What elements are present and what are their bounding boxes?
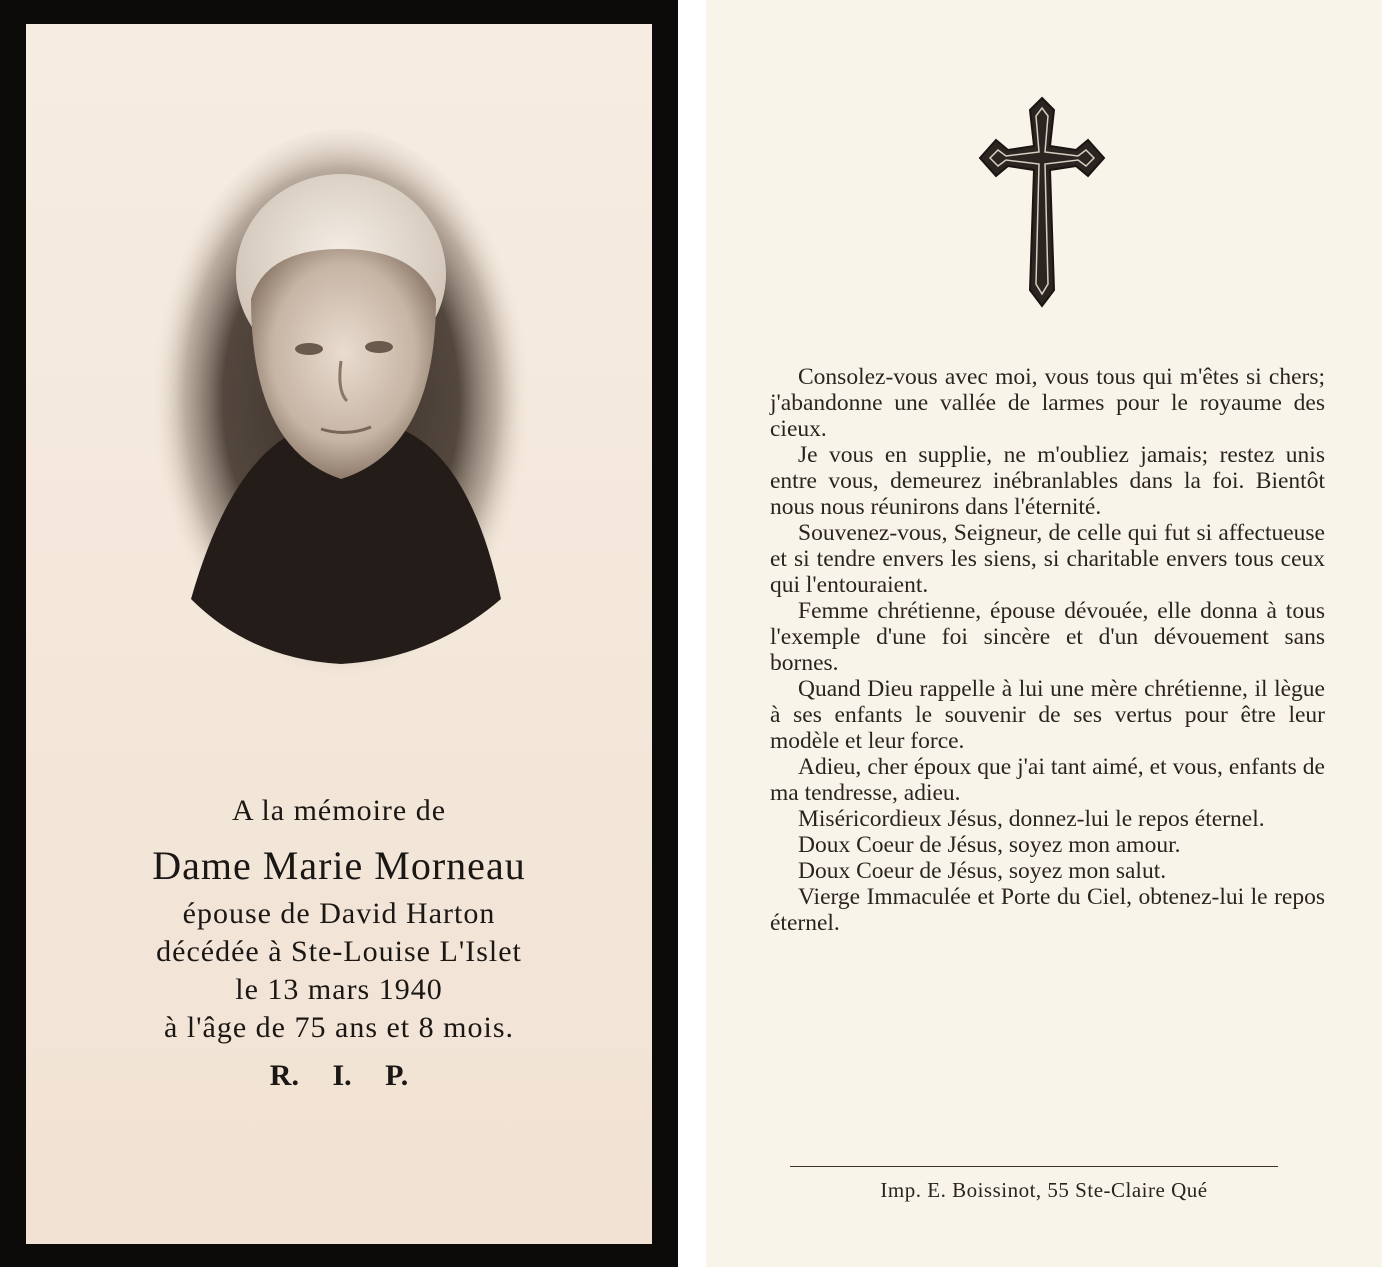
age-line: à l'âge de 75 ans et 8 mois. <box>164 1011 514 1044</box>
rip-text: R. I. P. <box>269 1059 409 1092</box>
memory-heading: A la mémoire de <box>231 794 447 827</box>
prayer-paragraph: Vierge Immaculée et Porte du Ciel, obtenez-lui le repos éternel. <box>770 884 1325 936</box>
memorial-card-front <box>0 0 678 1267</box>
spouse-line: épouse de David Harton <box>182 897 496 930</box>
cross-icon <box>976 94 1108 310</box>
memorial-card-back <box>706 0 1382 1267</box>
prayer-text <box>770 364 1325 936</box>
prayer-paragraph: Souvenez-vous, Seigneur, de celle qui fut si affectueuse et si tendre envers les siens, si charitable envers tous ceux qui l'entouraient. <box>770 520 1325 598</box>
card-front-paper <box>26 24 652 1244</box>
prayer-paragraph: Doux Coeur de Jésus, soyez mon amour. <box>798 832 1181 858</box>
printer-credit: Imp. E. Boissinot, 55 Ste-Claire Qué <box>880 1178 1208 1202</box>
prayer-paragraph: Doux Coeur de Jésus, soyez mon salut. <box>798 858 1167 884</box>
death-date-line: le 13 mars 1940 <box>235 973 443 1006</box>
prayer-paragraph: Adieu, cher époux que j'ai tant aimé, et vous, enfants de ma tendresse, adieu. <box>770 754 1325 806</box>
prayer-paragraph: Miséricordieux Jésus, donnez-lui le repos éternel. <box>798 806 1265 832</box>
deceased-name: Dame Marie Morneau <box>152 843 526 888</box>
death-place-line: décédée à Ste-Louise L'Islet <box>156 935 522 968</box>
memorial-inscription <box>26 794 652 1093</box>
prayer-paragraph: Je vous en supplie, ne m'oubliez jamais; restez unis entre vous, demeurez inébranlables dans la foi. Bientôt nous nous réunirons dans l'éternité. <box>770 442 1325 520</box>
prayer-paragraph: Femme chrétienne, épouse dévouée, elle donna à tous l'exemple d'une foi sincère et d'un dévouement sans bornes. <box>770 598 1325 676</box>
divider-rule <box>790 1166 1278 1167</box>
portrait-photo <box>151 129 531 694</box>
prayer-paragraph: Consolez-vous avec moi, vous tous qui m'êtes si chers; j'abandonne une vallée de larmes pour le royaume des cieux. <box>770 364 1325 442</box>
prayer-paragraph: Quand Dieu rappelle à lui une mère chrétienne, il lègue à ses enfants le souvenir de ses vertus pour être leur modèle et leur force. <box>770 676 1325 754</box>
